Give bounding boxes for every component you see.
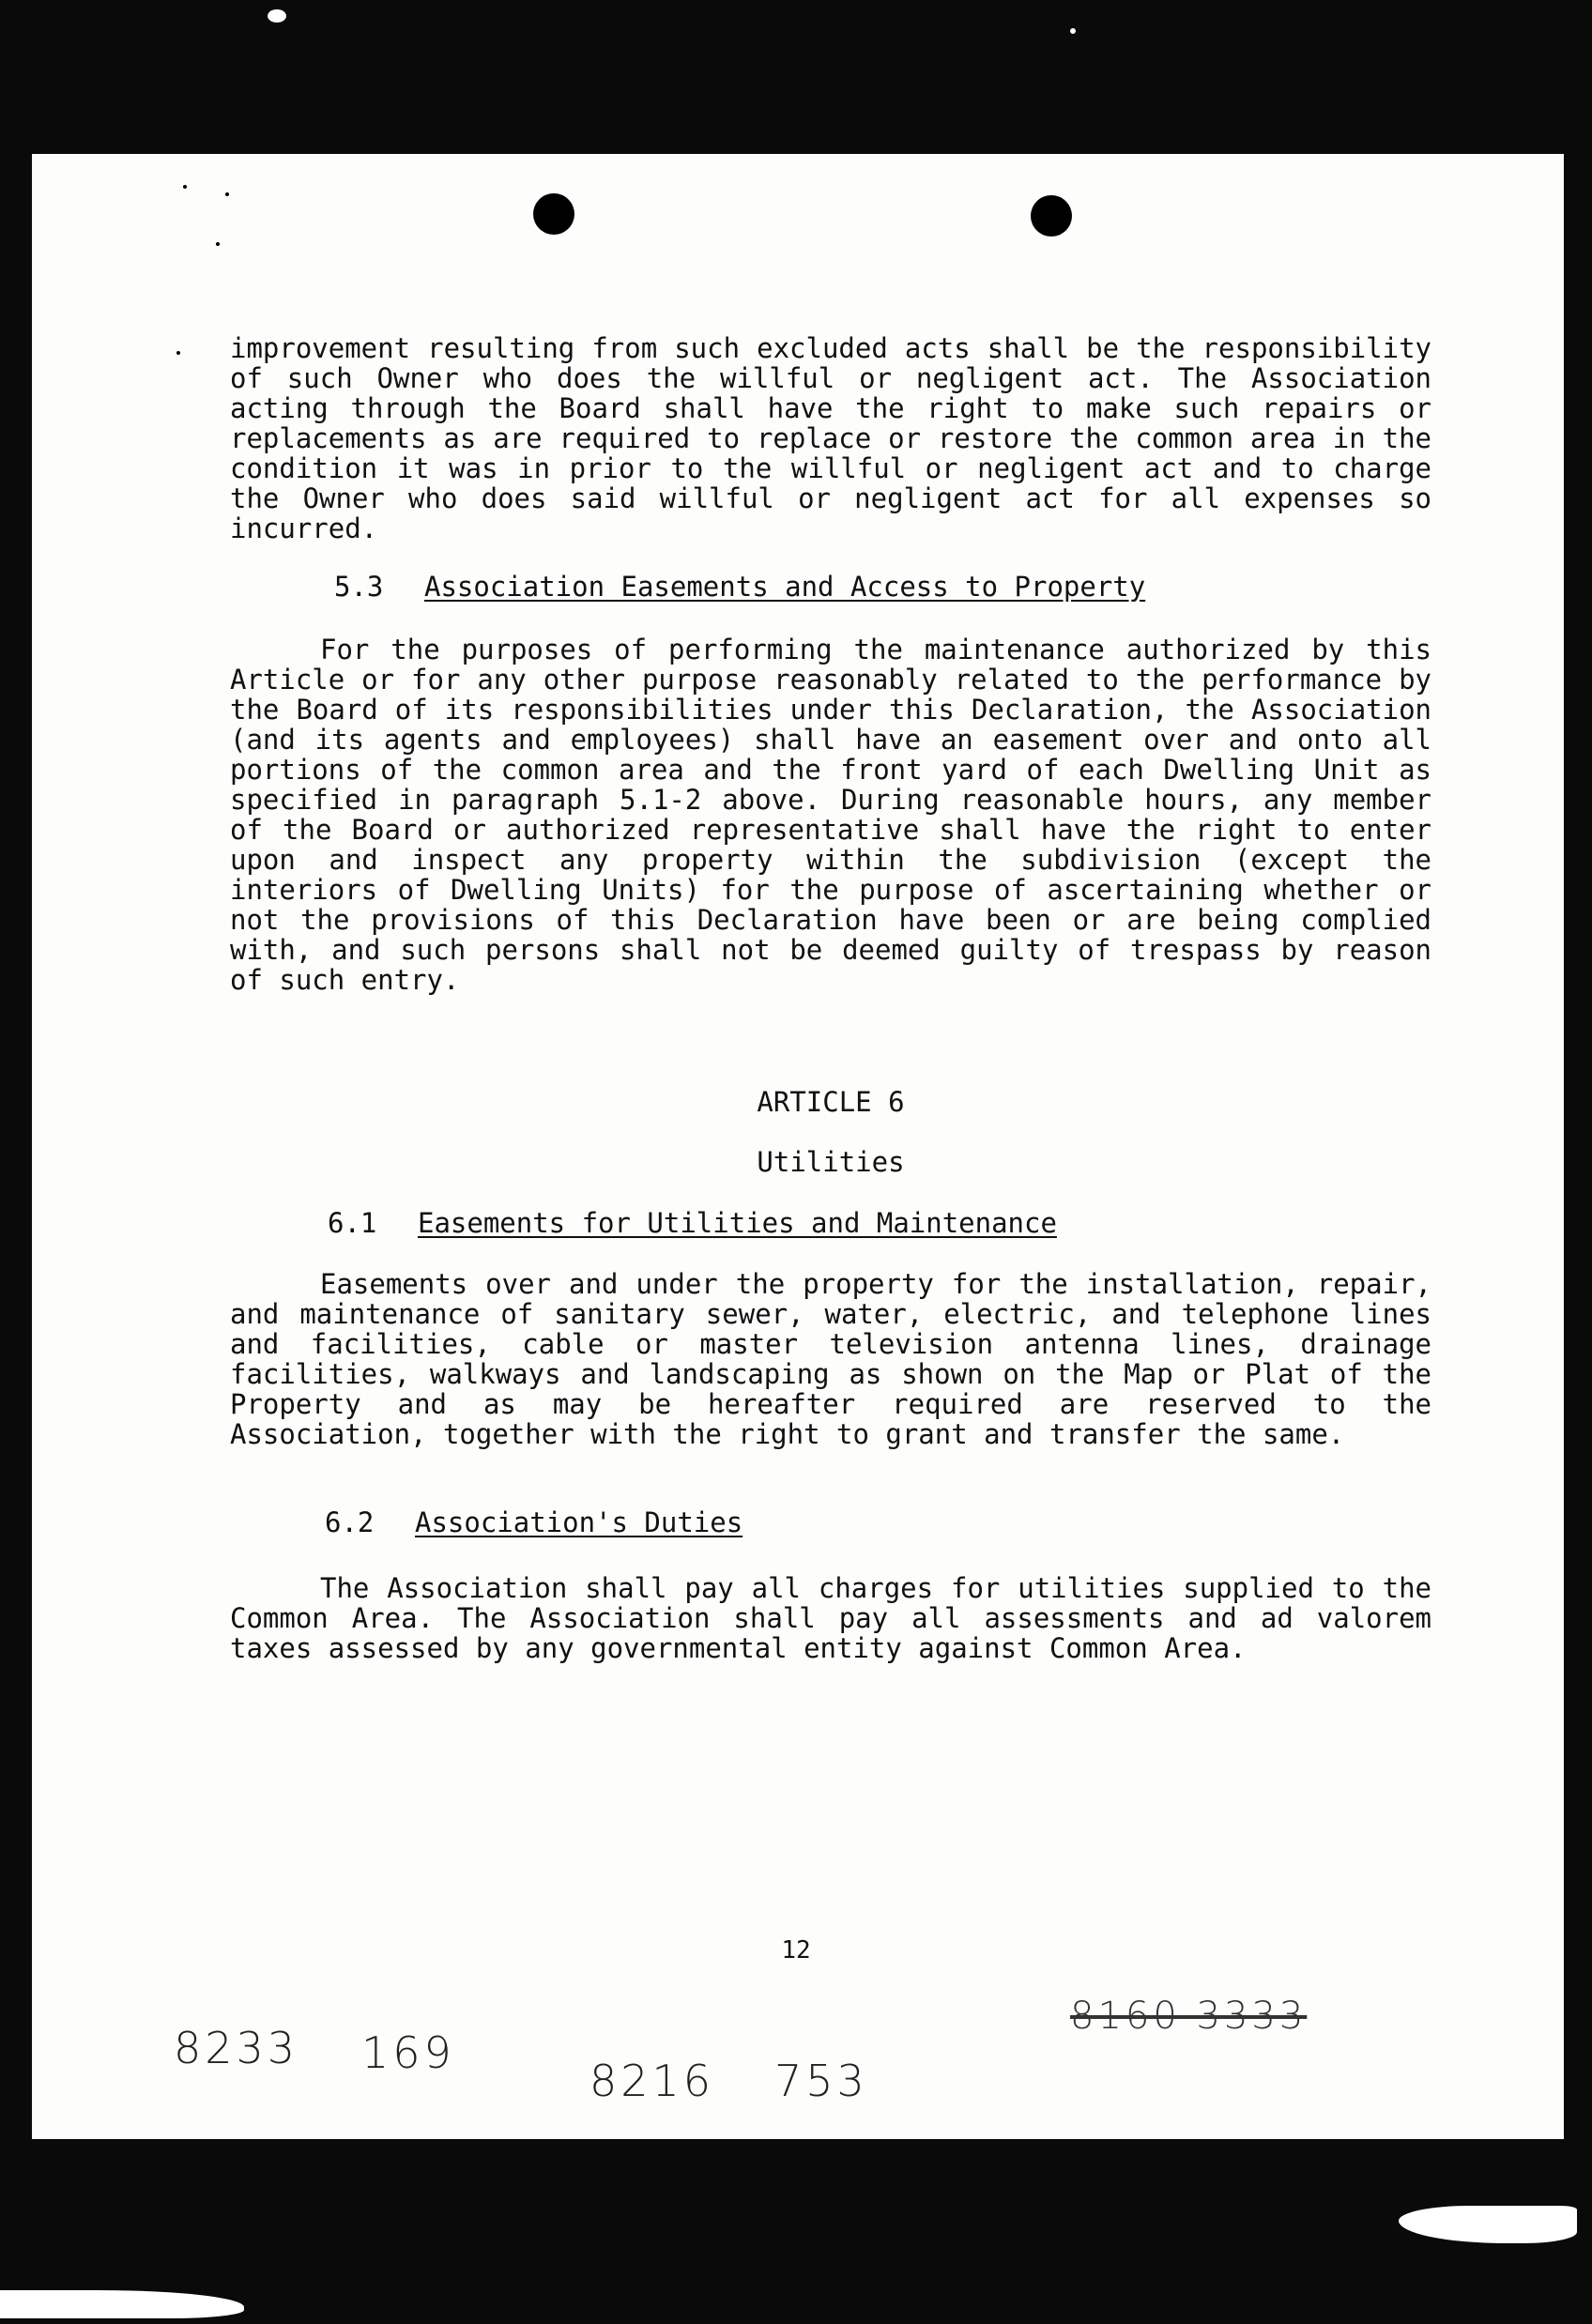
punch-hole <box>533 193 574 235</box>
page-number: 12 <box>781 1936 811 1965</box>
section-title: Association's Duties <box>415 1506 743 1538</box>
scan-blotch <box>1399 2206 1577 2243</box>
paragraph-responsibility: improvement resulting from such excluded acts shall be the responsibility of such Owner who does the willful or negligent act. The Association acting through the Board shall have the right to make such repairs or replacements as are required to replace or restore the common area in the condition it was in prior to the willful or negligent act and to charge the Owner who does said willful or negligent act for all expenses so incurred. <box>230 332 1431 544</box>
section-heading-6-2 <box>325 1507 742 1537</box>
crossed-out-stamp: 8160 3333 <box>1070 1995 1308 2038</box>
paragraph-association-duties: The Association shall pay all charges for utilities supplied to the Common Area. The Association shall pay all assessments and ad valorem taxes assessed by any governmental entity against Common Area. <box>230 1572 1431 1664</box>
paragraph-easements-access: For the purposes of performing the maintenance authorized by this Article or for any other purpose reasonably related to the performance by the Board of its responsibilities under this Declaration, the Association (and its agents and employees) shall have an easement over and onto all portions of the common area and the front yard of each Dwelling Unit as specified in paragraph 5.1-2 above. During reasonable hours, any member of the Board or authorized representative shall have the right to enter upon and inspect any property within the subdivision (except the interiors of Dwelling Units) for the purpose of ascertaining whether or not the provisions of this Declaration have been or are being complied with, and such persons shall not be deemed guilty of trespass by reason of such entry. <box>230 634 1431 996</box>
record-stamp-book: 8233 <box>174 2023 299 2073</box>
scan-speck <box>183 185 187 189</box>
record-stamp-book: 8216 <box>589 2056 715 2106</box>
scan-speck <box>1070 28 1076 34</box>
scan-speck <box>268 9 286 23</box>
record-stamp-page: 169 <box>361 2027 455 2078</box>
record-stamp-page: 753 <box>774 2056 868 2106</box>
section-number: 6.1 <box>328 1207 377 1239</box>
article-label: ARTICLE 6 <box>757 1086 905 1118</box>
scan-speck <box>225 192 229 196</box>
section-number: 5.3 <box>334 571 384 603</box>
scan-blotch <box>0 2290 244 2318</box>
section-title: Easements for Utilities and Maintenance <box>418 1207 1057 1239</box>
section-number: 6.2 <box>325 1506 375 1538</box>
punch-hole <box>1031 195 1072 237</box>
article-title: Utilities <box>757 1146 905 1178</box>
scan-speck <box>176 351 180 355</box>
section-heading-5-3 <box>334 572 1145 602</box>
scan-speck <box>216 242 220 246</box>
paragraph-utility-easements: Easements over and under the property for the installation, repair, and maintenance of sanitary sewer, water, electric, and telephone lines and facilities, cable or master television antenna lines, drainage facilities, walkways and landscaping as shown on the Map or Plat of the Property and as may be hereafter required are reserved to the Association, together with the right to grant and transfer the same. <box>230 1268 1431 1450</box>
section-title: Association Easements and Access to Property <box>424 571 1146 603</box>
section-heading-6-1 <box>328 1208 1057 1238</box>
